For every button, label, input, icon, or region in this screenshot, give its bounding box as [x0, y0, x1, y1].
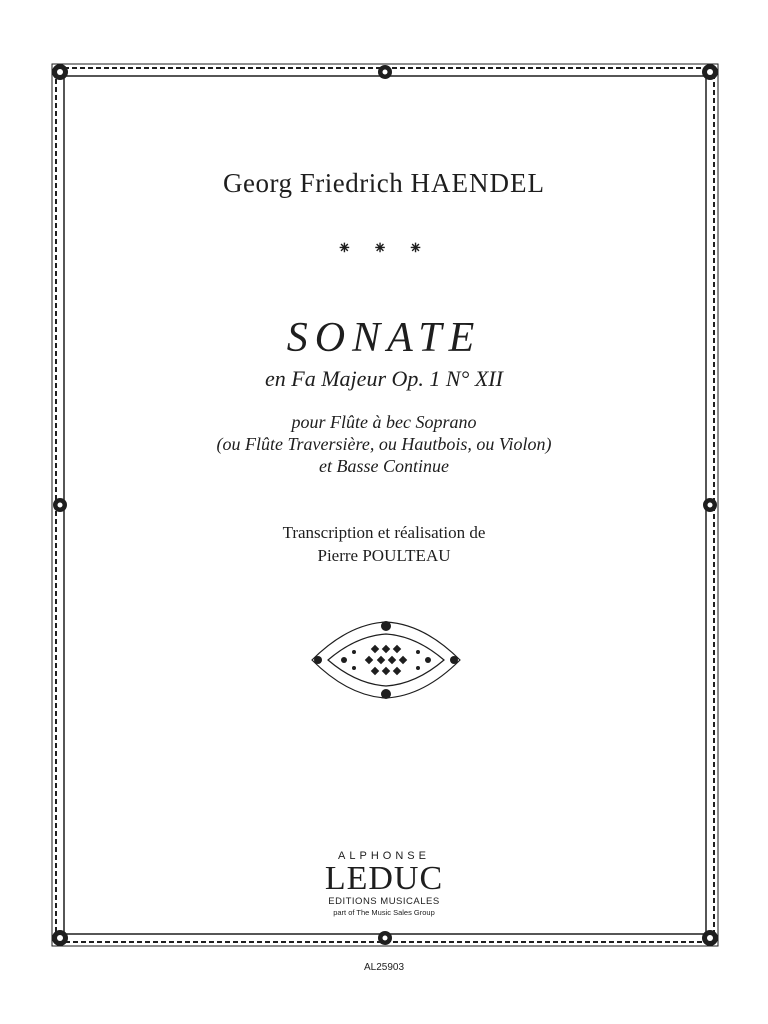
- composer-name: [0, 168, 768, 199]
- publisher-alphonse: ALPHONSE: [338, 850, 430, 862]
- instrument-line: (ou Flûte Traversière, ou Hautbois, ou Violon): [216, 434, 552, 454]
- instrumentation: [0, 411, 768, 477]
- transcription-credit: [0, 521, 768, 567]
- catalog-code: AL25903: [363, 962, 405, 973]
- floral-ornament-icon: [308, 618, 464, 702]
- instrument-line: pour Flûte à bec Soprano: [291, 412, 477, 432]
- composer-first-names: Georg Friedrich: [223, 168, 404, 198]
- composer-surname: HAENDEL: [410, 168, 545, 198]
- transcription-label: Transcription et réalisation de: [282, 523, 486, 542]
- publisher-leduc: LEDUC: [324, 860, 444, 897]
- key-opus: en Fa Majeur Op. 1 N° XII: [265, 366, 503, 391]
- work-title: SONATE: [286, 315, 482, 361]
- star-icon: ⁕ ⁕ ⁕: [336, 238, 432, 258]
- publisher-editions: EDITIONS MUSICALES: [328, 896, 440, 907]
- instrument-line: et Basse Continue: [319, 456, 449, 476]
- publisher-group: part of The Music Sales Group: [333, 908, 435, 917]
- transcriber-name: Pierre POULTEAU: [317, 546, 451, 565]
- publisher-logo: [0, 850, 768, 917]
